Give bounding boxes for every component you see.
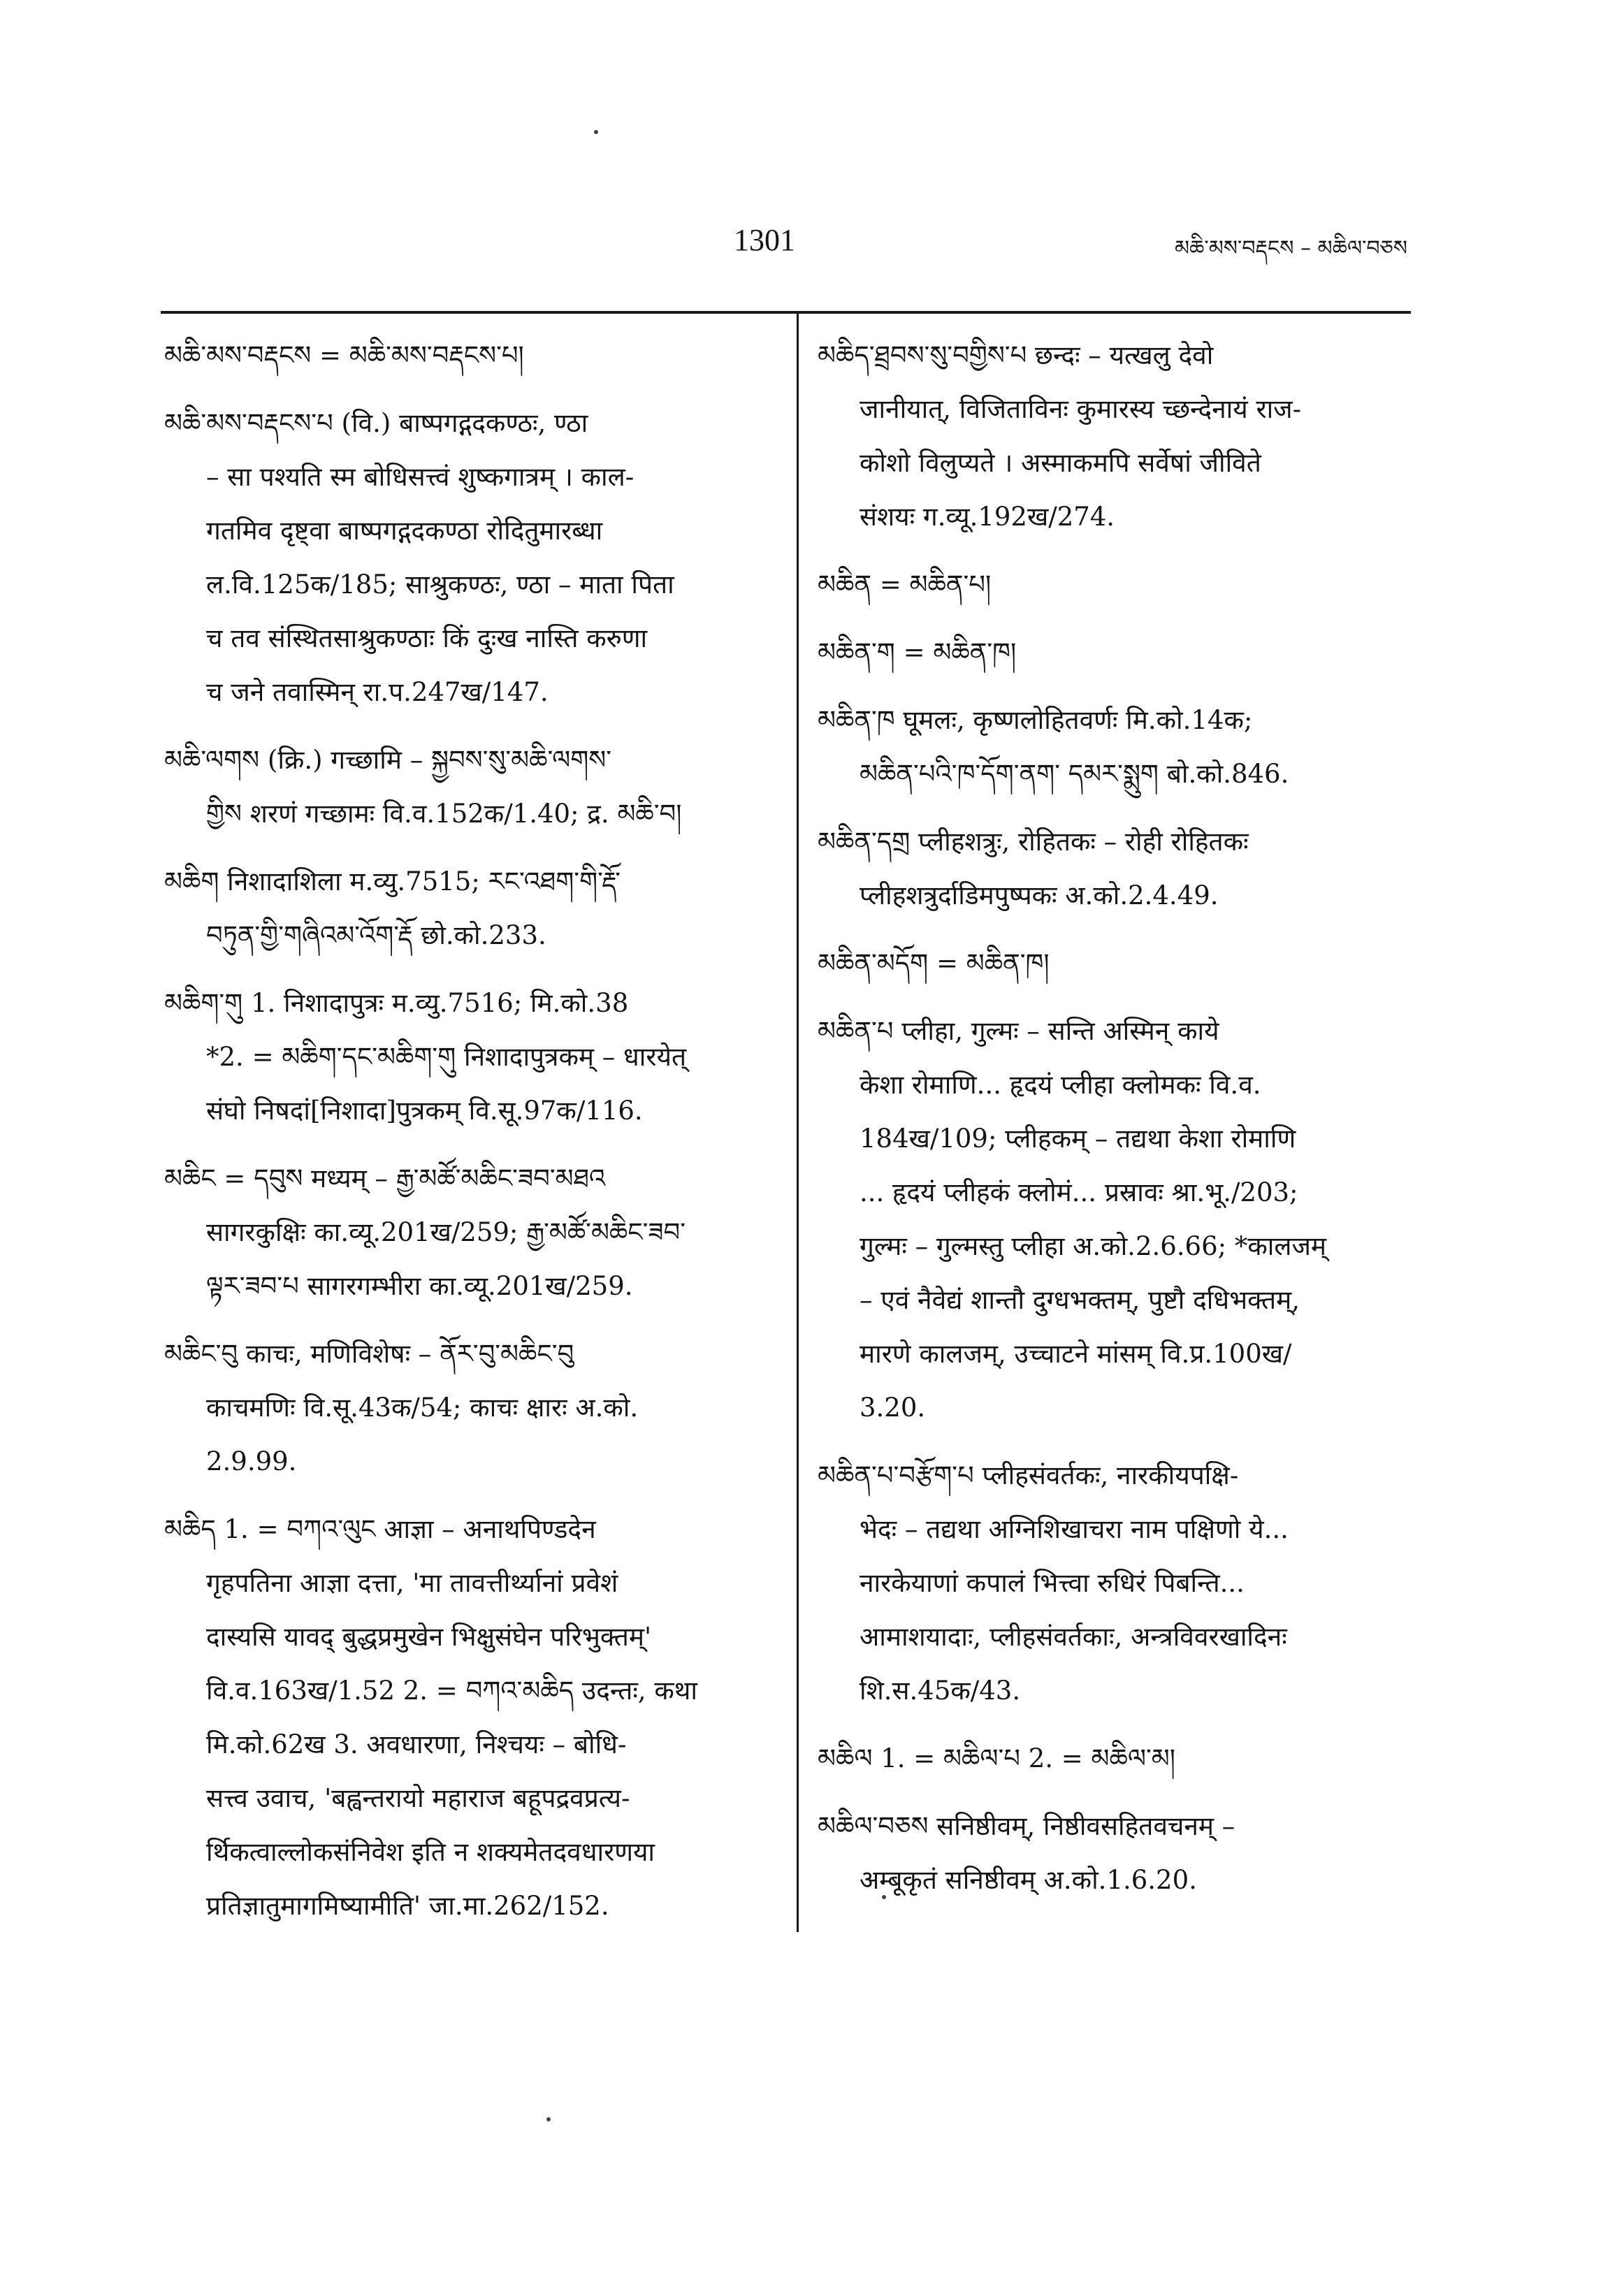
header-rule xyxy=(161,311,1411,314)
entry-line: दास्यसि यावद् बुद्धप्रमुखेन भिक्षुसंघेन परिभुक्तम्' xyxy=(206,1622,652,1652)
entry-headline: མཆིལ་བཅས सनिष्ठीवम्, निष्ठीवसहितवचनम् – xyxy=(818,1811,1235,1841)
page-number: 1301 xyxy=(734,223,795,257)
entry-line: संघो निषदां[निशादा]पुत्रकम् वि.सू.97क/116. xyxy=(206,1096,643,1126)
entry-headline: མཆིག निशादाशिला म.व्यु.7515; རང་འཐག་གི་རྡོ་ xyxy=(164,866,621,896)
entry-headline: མཆིན་ག = མཆིན་ཁ། xyxy=(818,637,1017,667)
entry-line: ... हृदयं प्लीहकं क्लोमं... प्रस्रावः श्रा.भू./203; xyxy=(860,1177,1298,1207)
dictionary-entry xyxy=(164,976,772,1138)
entry-headline: མཆིང་བུ काचः, मणिविशेषः – ནོར་བུ་མཆིང་བུ xyxy=(164,1339,574,1369)
dictionary-entry xyxy=(164,1152,772,1313)
dictionary-entry xyxy=(818,625,1419,679)
entry-line: *2. = མཆིག་དང་མཆིག་གུ निशादापुत्रकम् – धारयेत् xyxy=(206,1042,687,1072)
entry-line: सागरकुक्षिः का.व्यू.201ख/259; རྒྱ་མཚོ་མཆིང་ཟབ་ xyxy=(206,1217,686,1247)
dictionary-entry xyxy=(818,1004,1419,1435)
dictionary-entry xyxy=(164,855,772,962)
entry-line: प्लीहशत्रुर्दाडिमपुष्पकः अ.को.2.4.49. xyxy=(860,880,1219,910)
scan-speck xyxy=(594,130,598,134)
entry-line: 2.9.99. xyxy=(206,1446,297,1476)
entry-headline: མཆིན་པ प्लीहा, गुल्मः – सन्ति अस्मिन् काये xyxy=(818,1016,1219,1046)
entry-headline: མཆིལ 1. = མཆིལ་པ 2. = མཆིལ་མ། xyxy=(818,1743,1175,1773)
entry-line: वि.व.163ख/1.52 2. = བཀའ་མཆིད उदन्तः, कथा xyxy=(206,1676,697,1706)
dictionary-entry xyxy=(818,693,1419,801)
dictionary-entry xyxy=(164,733,772,841)
dictionary-entry xyxy=(818,1799,1419,1907)
running-head: མཆི་མས་བརྡངས – མཆིལ་བཅས xyxy=(1174,236,1407,261)
entry-line: आमाशयादाः, प्लीहसंवर्तकाः, अन्त्रविवरखादिनः xyxy=(860,1622,1287,1652)
entry-headline: མཆིན་དགྲ प्लीहशत्रुः, रोहितकः – रोही रोहितकः xyxy=(818,827,1249,857)
entry-line: संशयः ग.व्यू.192ख/274. xyxy=(860,502,1115,532)
entry-line: 3.20. xyxy=(860,1393,926,1423)
entry-line: བཏུན་གྱི་གཞིའམ་འོག་རྡོ छो.को.233. xyxy=(206,920,546,950)
entry-line: མཆིན་པའི་ཁ་དོག་ནག་ དམར་སྨུག बो.को.846. xyxy=(860,759,1289,789)
scan-speck xyxy=(882,1895,886,1899)
column-divider xyxy=(797,311,799,1932)
scan-speck xyxy=(546,2117,551,2121)
entry-line: जानीयात्, विजिताविनः कुमारस्य च्छन्देनायं राज- xyxy=(860,394,1302,424)
entry-line: काचमणिः वि.सू.43क/54; काचः क्षारः अ.को. xyxy=(206,1393,639,1423)
entry-line: प्रतिज्ञातुमागमिष्यामीति' जा.मा.262/152. xyxy=(206,1891,609,1921)
entry-line: शि.स.45क/43. xyxy=(860,1676,1021,1706)
entry-headline: མཆིན་ཁ घूमलः, कृष्णलोहितवर्णः मि.को.14क; xyxy=(818,705,1253,735)
entry-line: नारकेयाणां कपालं भित्त्वा रुधिरं पिबन्ति... xyxy=(860,1568,1245,1598)
entry-headline: མཆིན = མཆིན་པ། xyxy=(818,569,992,600)
entry-line: सत्त्व उवाच, 'बह्वन्तरायो महाराज बहूपद्रवप्रत्य- xyxy=(206,1783,630,1813)
entry-line: ल.वि.125क/185; साश्रुकण्ठः, ण्ठा – माता पिता xyxy=(206,569,674,600)
entry-line: ལྟར་ཟབ་པ सागरगम्भीरा का.व्यू.201ख/259. xyxy=(206,1271,633,1301)
entry-line: गतमिव दृष्ट्वा बाष्पगद्गदकण्ठा रोदितुमारब्धा xyxy=(206,516,603,546)
dictionary-entry xyxy=(818,558,1419,611)
entry-line: གྱིས शरणं गच्छामः वि.व.152क/1.40; द्र. མཆི་བ། xyxy=(206,799,682,829)
entry-line: 184ख/109; प्लीहकम् – तद्यथा केशा रोमाणि xyxy=(860,1124,1296,1154)
entry-line: अम्बूकृतं सनिष्ठीवम् अ.को.1.6.20. xyxy=(860,1865,1197,1895)
right-column xyxy=(818,328,1419,1921)
entry-line: कोशो विलुप्यते । अस्माकमपि सर्वेषां जीविते xyxy=(860,448,1261,478)
dictionary-entry xyxy=(164,1327,772,1488)
entry-headline: མཆིད་ཐྲབས་སུ་བགྱིས་པ छन्दः – यत्खलु देवो xyxy=(818,340,1214,370)
entry-headline: མཆིང = དབུས मध्यम् – རྒྱ་མཚོ་མཆིང་ཟབ་མཐའ xyxy=(164,1163,606,1193)
entry-line: च जने तवास्मिन् रा.प.247ख/147. xyxy=(206,677,549,707)
entry-line: भेदः – तद्यथा अग्निशिखाचरा नाम पक्षिणो ये... xyxy=(860,1514,1289,1544)
entry-line: गुल्मः – गुल्मस्तु प्लीहा अ.को.2.6.66; *कालजम् xyxy=(860,1231,1327,1261)
entry-headline: མཆི་མས་བརྡངས = མཆི་མས་བརྡངས་པ། xyxy=(164,340,524,370)
entry-line: गृहपतिना आज्ञा दत्ता, 'मा तावत्तीर्थ्यानां प्रवेशं xyxy=(206,1568,618,1598)
dictionary-entry xyxy=(818,328,1419,544)
entry-headline: མཆིད 1. = བཀའ་ལུང आज्ञा – अनाथपिण्डदेन xyxy=(164,1514,596,1544)
entry-line: – सा पश्यति स्म बोधिसत्त्वं शुष्कगात्रम् । काल- xyxy=(206,462,635,492)
dictionary-entry xyxy=(818,1731,1419,1785)
dictionary-entry xyxy=(164,396,772,719)
entry-headline: མཆིན་མདོག = མཆིན་ཁ། xyxy=(818,948,1050,978)
entry-headline: མཆི་ལགས (क्रि.) गच्छामि – སྐྱབས་སུ་མཆི་ལགས་ xyxy=(164,745,612,775)
entry-line: केशा रोमाणि... हृदयं प्लीहा क्लोमकः वि.व. xyxy=(860,1070,1261,1100)
dictionary-entry xyxy=(164,1502,772,1933)
entry-line: च तव संस्थितसाश्रुकण्ठाः किं दुःख नास्ति करुणा xyxy=(206,623,648,653)
entry-headline: མཆིག་གུ 1. निशादापुत्रः म.व्यु.7516; मि.को.38 xyxy=(164,988,629,1018)
entry-headline: མཆི་མས་བརྡངས་པ (वि.) बाष्पगद्गदकण्ठः, ण्ठा xyxy=(164,408,588,438)
entry-headline: མཆིན་པ་བརྩོག་པ प्लीहसंवर्तकः, नारकीयपक्षि- xyxy=(818,1460,1239,1490)
entry-line: मारणे कालजम्, उच्चाटने मांसम् वि.प्र.100ख/ xyxy=(860,1339,1292,1369)
dictionary-entry xyxy=(818,1449,1419,1718)
left-column xyxy=(164,328,772,1947)
dictionary-entry xyxy=(164,328,772,382)
entry-line: र्थिकत्वाल्लोकसंनिवेश इति न शक्यमेतदवधारणया xyxy=(206,1837,655,1867)
dictionary-entry xyxy=(818,815,1419,922)
entry-line: – एवं नैवेद्यं शान्तौ दुग्धभक्तम्, पुष्टौ दधिभक्तम्, xyxy=(860,1285,1300,1315)
dictionary-entry xyxy=(818,936,1419,990)
entry-line: मि.को.62ख 3. अवधारणा, निश्चयः – बोधि- xyxy=(206,1729,627,1759)
